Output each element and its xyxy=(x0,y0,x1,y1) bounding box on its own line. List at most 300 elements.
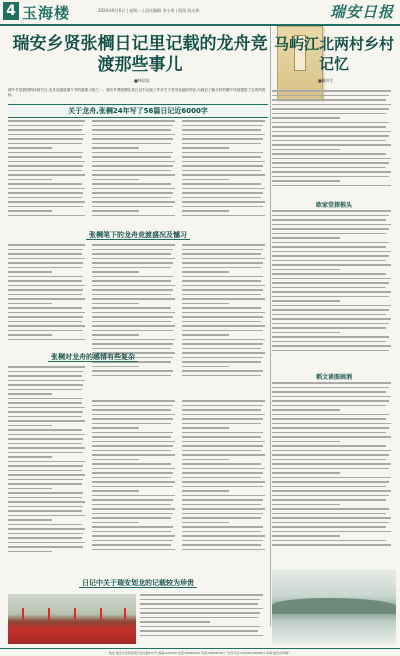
text-line xyxy=(272,345,391,347)
text-line xyxy=(272,149,340,151)
text-line xyxy=(140,594,263,596)
text-line xyxy=(140,621,210,623)
text-line xyxy=(272,495,389,497)
text-line xyxy=(92,210,139,212)
text-line xyxy=(272,99,386,101)
text-line xyxy=(272,144,391,146)
article-body-col10 xyxy=(140,594,268,644)
text-line xyxy=(92,267,171,269)
text-line xyxy=(140,626,260,628)
text-line xyxy=(8,465,83,467)
text-line xyxy=(8,307,82,309)
text-line xyxy=(272,535,340,537)
page-header xyxy=(0,0,400,26)
text-line xyxy=(182,459,229,461)
text-line xyxy=(182,445,263,447)
hill-shape xyxy=(272,598,396,614)
text-line xyxy=(182,253,261,255)
text-line xyxy=(272,463,391,465)
dragon-boat-photo xyxy=(8,594,136,644)
text-line xyxy=(92,366,139,368)
article-body-col4 xyxy=(8,244,88,354)
text-line xyxy=(92,445,173,447)
text-line xyxy=(272,382,391,384)
text-line xyxy=(8,253,82,255)
text-line xyxy=(182,517,261,519)
text-line xyxy=(8,276,83,278)
text-line xyxy=(182,276,263,278)
text-line xyxy=(8,389,82,391)
text-line xyxy=(182,192,263,194)
text-line xyxy=(272,180,340,182)
flag-icon xyxy=(124,608,126,620)
subhead-3-text: 日记中关于瑞安划龙的记载较为珍贵 xyxy=(79,579,197,588)
text-line xyxy=(92,436,171,438)
text-line xyxy=(272,314,386,316)
text-line xyxy=(182,179,229,181)
text-line xyxy=(182,307,261,309)
text-line xyxy=(8,188,85,190)
text-line xyxy=(182,134,265,136)
text-line xyxy=(8,271,52,273)
text-line xyxy=(182,490,229,492)
text-line xyxy=(8,416,82,418)
text-line xyxy=(92,400,175,402)
text-line xyxy=(182,513,263,515)
text-line xyxy=(182,400,265,402)
text-line xyxy=(92,165,173,167)
text-line xyxy=(182,303,229,305)
text-line xyxy=(8,371,83,373)
sidebar-subhead-2: 稻文谈图画酒 xyxy=(315,374,352,381)
text-line xyxy=(8,303,52,305)
text-line xyxy=(92,179,139,181)
text-line xyxy=(8,262,83,264)
text-line xyxy=(8,537,82,539)
text-line xyxy=(272,126,386,128)
text-line xyxy=(272,162,389,164)
text-line xyxy=(182,481,265,483)
text-line xyxy=(272,233,386,235)
sidebar-body-1 xyxy=(272,90,396,198)
text-line xyxy=(272,158,391,160)
text-line xyxy=(182,414,265,416)
text-line xyxy=(8,325,85,327)
text-line xyxy=(182,468,265,470)
article-body-col5 xyxy=(92,244,178,394)
text-line xyxy=(272,427,389,429)
text-line xyxy=(92,481,175,483)
text-line xyxy=(182,544,261,546)
text-line xyxy=(182,271,229,273)
flag-icon xyxy=(100,608,102,620)
text-line xyxy=(8,165,83,167)
text-line xyxy=(182,188,265,190)
text-line xyxy=(8,429,82,431)
text-line xyxy=(272,526,386,528)
text-line xyxy=(92,531,171,533)
text-line xyxy=(92,161,175,163)
text-line xyxy=(272,219,386,221)
article-body-col6 xyxy=(182,244,268,394)
text-line xyxy=(92,409,171,411)
text-line xyxy=(8,125,83,127)
text-line xyxy=(92,215,175,217)
text-line xyxy=(8,285,85,287)
text-line xyxy=(182,125,263,127)
sidebar-title: 马屿江北两村乡村记忆 xyxy=(273,35,394,73)
text-line xyxy=(272,260,386,262)
text-line xyxy=(8,456,52,458)
subhead-2-text: 张棡对龙舟的感情有些复杂 xyxy=(48,353,138,362)
text-line xyxy=(272,454,389,456)
text-line xyxy=(8,384,83,386)
text-line xyxy=(92,343,173,345)
text-line xyxy=(272,459,386,461)
text-line xyxy=(272,176,389,178)
text-line xyxy=(8,258,85,260)
text-line xyxy=(8,316,83,318)
text-line xyxy=(140,612,260,614)
text-line xyxy=(92,330,173,332)
text-line xyxy=(182,472,263,474)
text-line xyxy=(182,504,261,506)
text-line xyxy=(92,432,173,434)
text-line xyxy=(92,152,173,154)
text-line xyxy=(8,244,85,246)
text-line xyxy=(182,206,263,208)
text-line xyxy=(182,463,261,465)
article-lead: 端午节是我国的传统节日,龙舟竞渡是端午节的重要习俗之一。瑞安乡贤张棡在其日记中记载了许多关于龙舟竞渡的内容,为我们了解当时的端午风俗提供了宝贵的资料。 xyxy=(8,88,266,97)
article-body-col7 xyxy=(8,366,88,576)
text-line xyxy=(8,147,52,149)
text-line xyxy=(272,508,389,510)
text-line xyxy=(92,249,173,251)
text-line xyxy=(8,330,83,332)
text-line xyxy=(8,294,82,296)
text-line xyxy=(182,120,265,122)
text-line xyxy=(8,438,83,440)
text-line xyxy=(272,237,340,239)
text-line xyxy=(92,280,171,282)
text-line xyxy=(182,432,263,434)
text-line xyxy=(92,504,171,506)
text-line xyxy=(182,312,265,314)
text-line xyxy=(92,188,175,190)
text-line xyxy=(92,156,171,158)
text-line xyxy=(272,300,340,302)
text-line xyxy=(8,492,83,494)
text-line xyxy=(182,174,265,176)
text-line xyxy=(92,125,173,127)
text-line xyxy=(182,201,265,203)
text-line xyxy=(92,348,171,350)
text-line xyxy=(8,215,85,217)
text-line xyxy=(92,414,175,416)
article-author: ■林依依 xyxy=(134,78,150,83)
text-line xyxy=(272,423,391,425)
text-line xyxy=(182,197,261,199)
text-line xyxy=(272,305,391,307)
text-line xyxy=(92,316,173,318)
text-line xyxy=(272,432,386,434)
text-line xyxy=(182,262,263,264)
text-line xyxy=(272,228,389,230)
text-line xyxy=(182,289,263,291)
text-line xyxy=(272,387,389,389)
text-line xyxy=(8,434,85,436)
text-line xyxy=(92,120,175,122)
text-line xyxy=(92,143,171,145)
text-line xyxy=(272,242,389,244)
text-line xyxy=(182,423,261,425)
article-body-col9 xyxy=(182,400,268,570)
text-line xyxy=(182,343,263,345)
text-line xyxy=(8,197,82,199)
text-line xyxy=(8,143,82,145)
text-line xyxy=(8,375,82,377)
text-line xyxy=(182,375,261,377)
article-body-col2 xyxy=(92,120,178,230)
text-line xyxy=(272,153,386,155)
text-line xyxy=(92,285,175,287)
flag-icon xyxy=(74,608,76,620)
text-line xyxy=(92,206,173,208)
text-line xyxy=(8,206,83,208)
page-number: 4 xyxy=(3,2,19,20)
text-line xyxy=(92,201,175,203)
text-line xyxy=(272,445,386,447)
text-line xyxy=(8,138,83,140)
text-line xyxy=(92,334,139,336)
text-line xyxy=(182,152,263,154)
text-line xyxy=(182,361,261,363)
article-body-col1 xyxy=(8,120,88,230)
text-line xyxy=(182,535,265,537)
text-line xyxy=(140,617,258,619)
text-line xyxy=(182,339,265,341)
text-line xyxy=(92,289,173,291)
text-line xyxy=(272,246,386,248)
text-line xyxy=(92,192,173,194)
text-line xyxy=(272,104,391,106)
text-line xyxy=(8,515,85,517)
issue-meta: 2024年6月6日 | 星期一 | 责任编辑 李小彤 | 版面 陈永和 xyxy=(98,8,200,13)
text-line xyxy=(182,280,261,282)
text-line xyxy=(92,423,171,425)
text-line xyxy=(182,370,263,372)
text-line xyxy=(8,519,52,521)
text-line xyxy=(272,450,391,452)
text-line xyxy=(182,540,263,542)
text-line xyxy=(92,450,171,452)
subhead-2 xyxy=(8,352,178,362)
text-line xyxy=(8,452,83,454)
text-line xyxy=(182,165,263,167)
text-line xyxy=(182,450,261,452)
column-divider xyxy=(270,26,271,626)
section-name: 玉海楼 xyxy=(22,4,71,22)
text-line xyxy=(92,325,175,327)
text-line xyxy=(8,411,83,413)
text-line xyxy=(272,350,389,352)
text-line xyxy=(8,161,85,163)
text-line xyxy=(8,174,85,176)
text-line xyxy=(8,134,85,136)
text-line xyxy=(182,477,261,479)
text-line xyxy=(92,508,175,510)
text-line xyxy=(182,441,265,443)
text-line xyxy=(182,526,263,528)
text-line xyxy=(8,546,83,548)
sidebar-body-2 xyxy=(272,210,396,370)
text-line xyxy=(272,131,391,133)
text-line xyxy=(92,271,139,273)
text-line xyxy=(272,224,391,226)
text-line xyxy=(92,477,171,479)
text-line xyxy=(272,396,391,398)
text-line xyxy=(92,454,175,456)
text-line xyxy=(92,244,175,246)
text-line xyxy=(8,506,83,508)
text-line xyxy=(272,185,391,187)
text-line xyxy=(272,441,340,443)
text-line xyxy=(140,630,258,632)
text-line xyxy=(182,321,261,323)
text-line xyxy=(182,352,265,354)
text-line xyxy=(272,544,391,546)
text-line xyxy=(92,544,171,546)
text-line xyxy=(272,90,391,92)
text-line xyxy=(272,309,389,311)
text-line xyxy=(8,479,83,481)
text-line xyxy=(182,508,265,510)
text-line xyxy=(182,531,261,533)
text-line xyxy=(8,366,85,368)
text-line xyxy=(8,497,82,499)
text-line xyxy=(272,490,391,492)
text-line xyxy=(272,504,340,506)
article-title: 瑞安乡贤张棡日记里记载的龙舟竞渡那些事儿 xyxy=(12,34,268,75)
text-line xyxy=(272,140,386,142)
text-line xyxy=(182,486,263,488)
text-line xyxy=(92,490,139,492)
text-line xyxy=(182,330,263,332)
text-line xyxy=(182,316,263,318)
text-line xyxy=(182,549,265,551)
text-line xyxy=(272,436,391,438)
text-line xyxy=(272,513,386,515)
text-line xyxy=(8,533,83,535)
text-line xyxy=(8,488,52,490)
text-line xyxy=(8,461,85,463)
text-line xyxy=(8,170,82,172)
text-line xyxy=(182,495,265,497)
text-line xyxy=(272,472,340,474)
text-line xyxy=(272,522,389,524)
text-line xyxy=(182,409,261,411)
text-line xyxy=(182,258,265,260)
text-line xyxy=(8,542,85,544)
text-line xyxy=(272,251,391,253)
text-line xyxy=(272,391,386,393)
text-line xyxy=(92,312,175,314)
text-line xyxy=(8,267,82,269)
text-line xyxy=(182,156,261,158)
text-line xyxy=(92,540,173,542)
text-line xyxy=(92,262,173,264)
text-line xyxy=(8,524,82,526)
subhead-1 xyxy=(8,230,268,240)
text-line xyxy=(182,215,265,217)
text-line xyxy=(182,357,263,359)
text-line xyxy=(272,318,391,320)
text-line xyxy=(8,425,52,427)
text-line xyxy=(182,285,265,287)
text-line xyxy=(272,135,389,137)
text-line xyxy=(182,147,229,149)
text-line xyxy=(92,472,173,474)
text-line xyxy=(92,170,171,172)
text-line xyxy=(92,468,175,470)
text-line xyxy=(8,179,52,181)
article-body-col8 xyxy=(92,400,178,570)
text-line xyxy=(182,138,263,140)
text-line xyxy=(272,278,391,280)
text-line xyxy=(272,95,389,97)
text-line xyxy=(182,436,261,438)
text-line xyxy=(272,327,386,329)
text-line xyxy=(8,393,52,395)
text-line xyxy=(182,210,229,212)
text-line xyxy=(8,402,82,404)
text-line xyxy=(272,418,386,420)
text-line xyxy=(272,291,391,293)
text-line xyxy=(8,501,85,503)
sidebar-subhead-1: 欧家堂探根头 xyxy=(315,202,352,209)
text-line xyxy=(92,486,173,488)
text-line xyxy=(92,174,175,176)
page-footer: 地址:瑞安市安阳街道万松东路137号 邮编:325200 电话:66856700 传真:66856700 广告许可证:3303814000007 印刷:瑞安市印刷厂 xyxy=(0,648,400,656)
text-line xyxy=(182,334,229,336)
text-line xyxy=(182,298,265,300)
text-line xyxy=(272,531,391,533)
text-line xyxy=(8,120,85,122)
text-line xyxy=(140,635,263,637)
text-line xyxy=(272,287,386,289)
text-line xyxy=(92,513,173,515)
text-line xyxy=(272,215,389,217)
text-line xyxy=(272,477,391,479)
text-line xyxy=(182,427,229,429)
text-line xyxy=(8,156,82,158)
text-line xyxy=(92,276,173,278)
text-line xyxy=(182,499,263,501)
text-line xyxy=(272,269,340,271)
text-line xyxy=(92,441,175,443)
text-line xyxy=(92,303,139,305)
text-line xyxy=(92,535,175,537)
text-line xyxy=(8,474,85,476)
section-banner-1: 关于龙舟,张棡24年写了56篇日记近6000字 xyxy=(8,104,268,118)
text-line xyxy=(8,528,85,530)
newspaper-brand: 瑞安日报 xyxy=(329,3,394,21)
text-line xyxy=(8,510,82,512)
text-line xyxy=(272,122,389,124)
text-line xyxy=(8,551,52,553)
subhead-3 xyxy=(8,578,268,588)
text-line xyxy=(92,418,173,420)
